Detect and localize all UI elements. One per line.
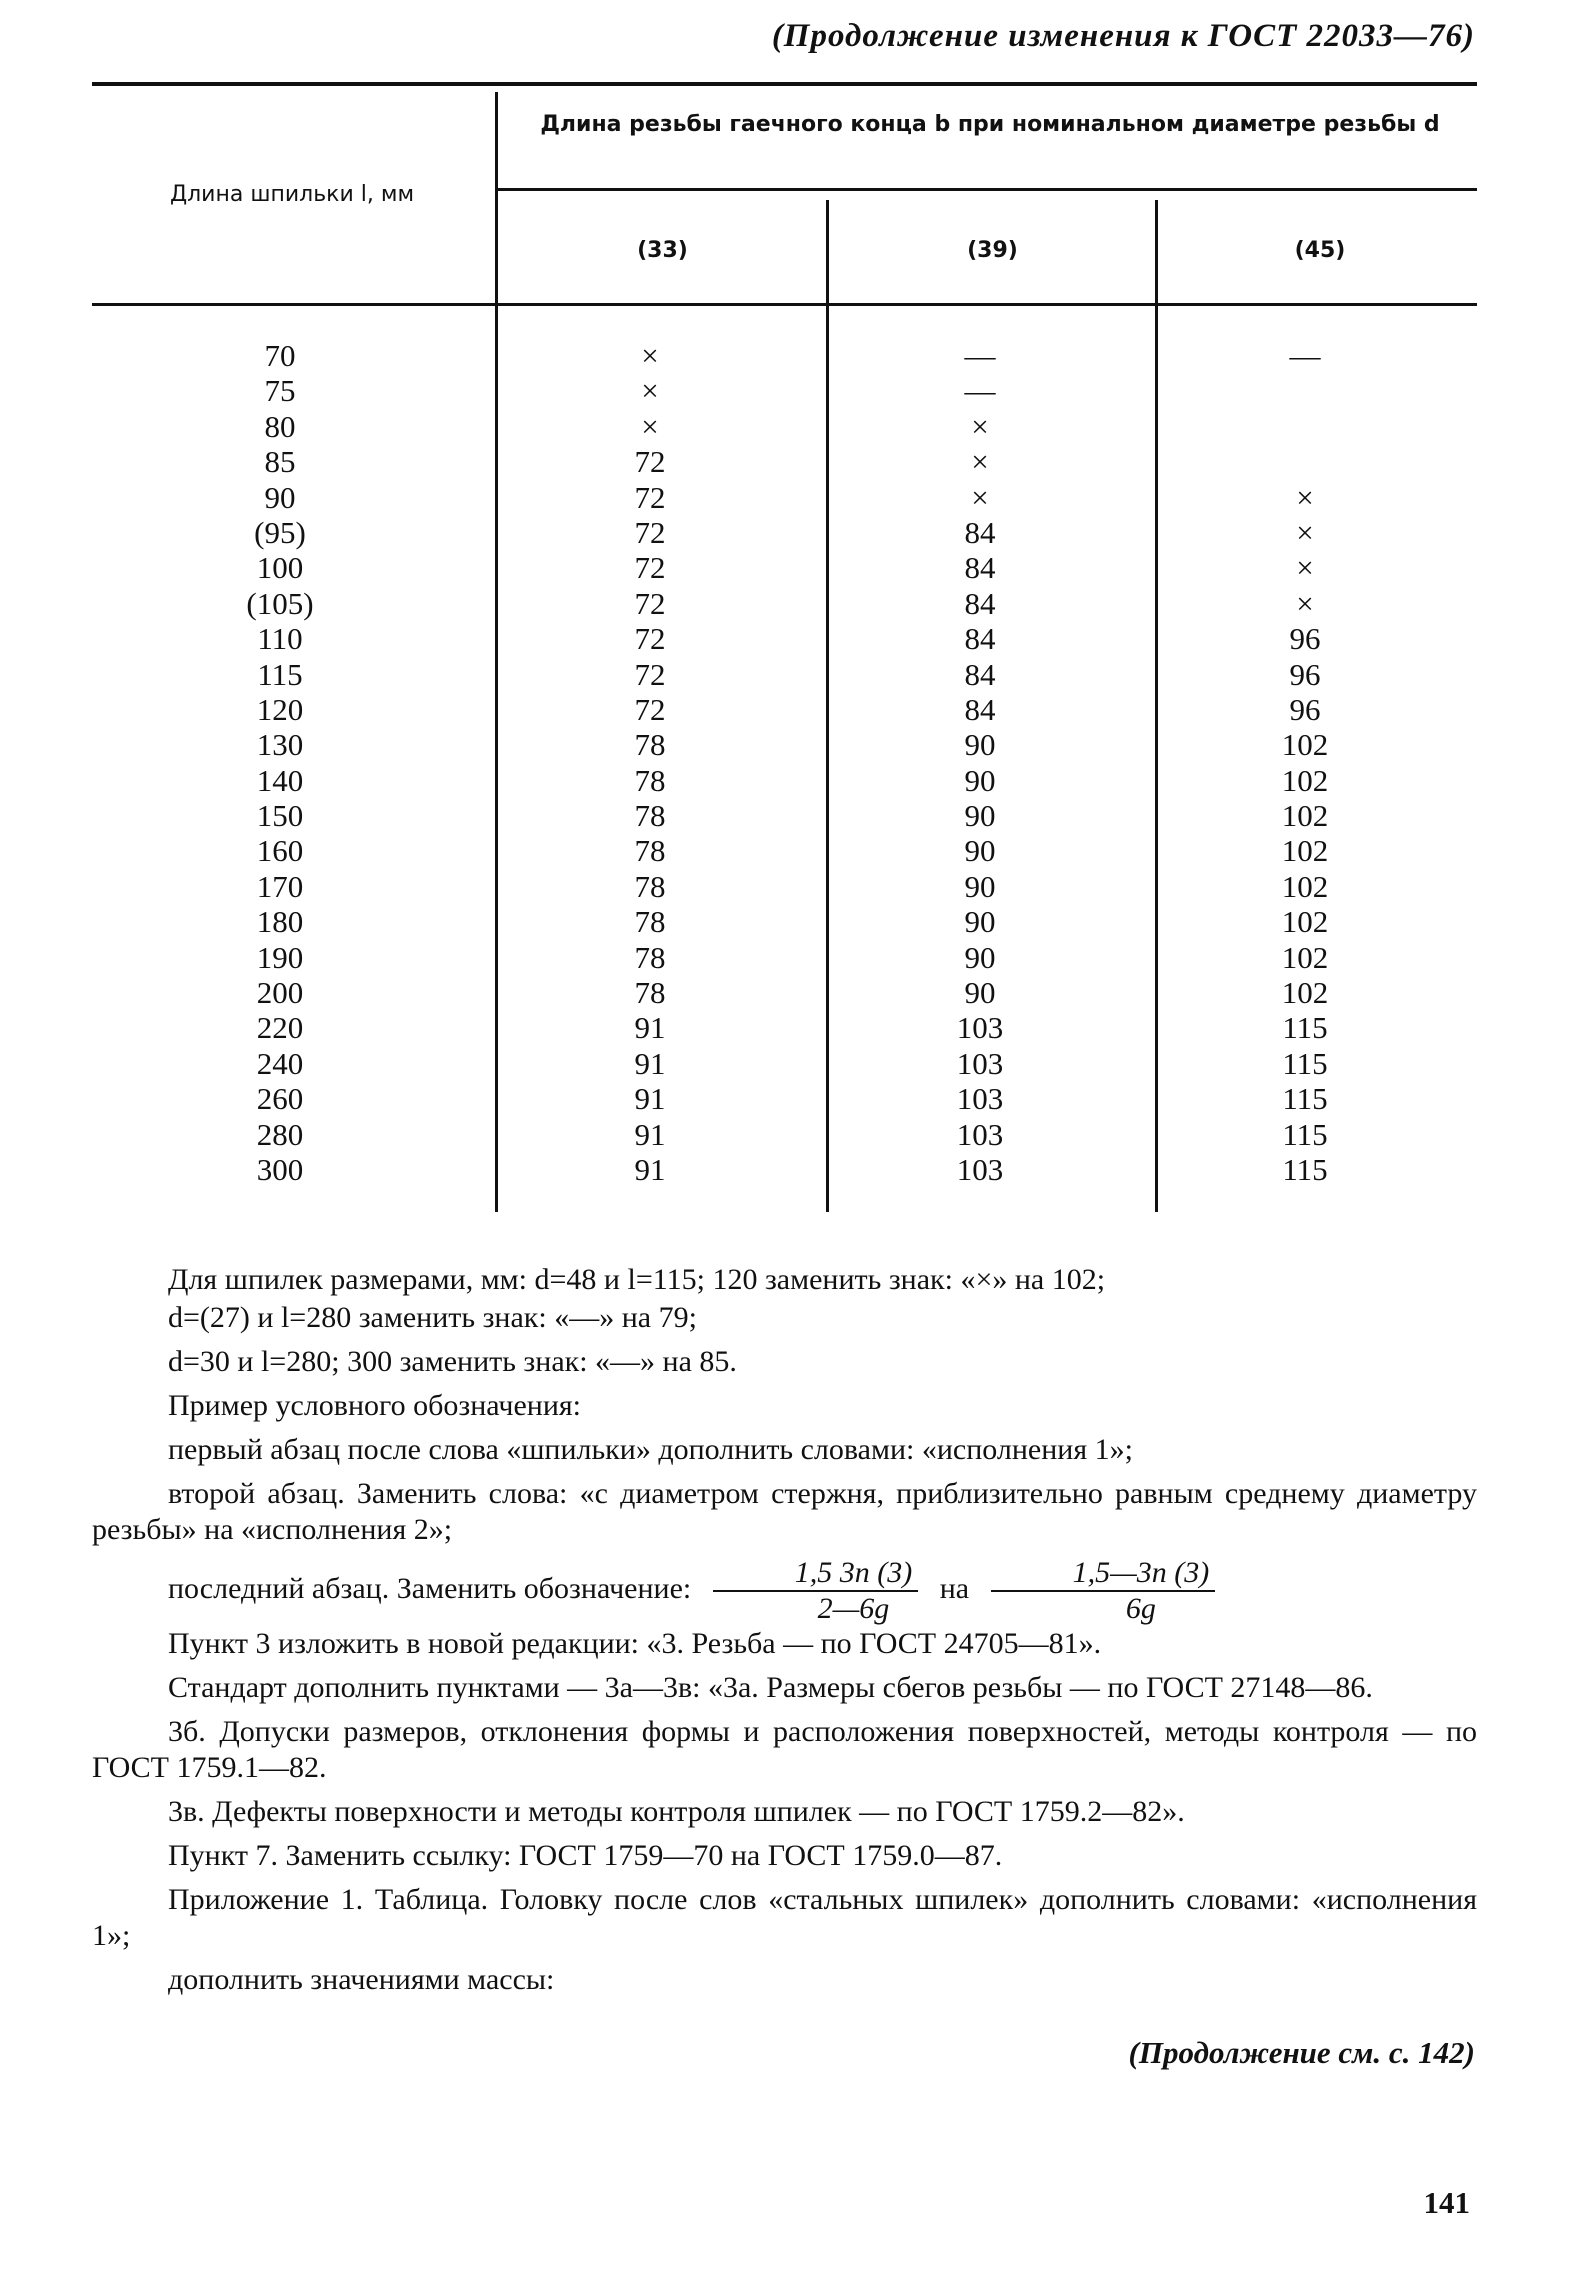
table-cell-39: 84 [964,585,996,621]
subheader-39: (39) [967,238,1018,263]
fraction-old [713,1556,918,1626]
table-cell-33: 78 [634,833,666,869]
table-cell-length: 260 [256,1081,304,1117]
header-bottom-rule [92,303,1477,306]
table-cell-length: (95) [254,514,306,550]
paragraph: d=(27) и l=280 заменить знак: «—» на 79; [168,1301,697,1334]
table-cell-33: 72 [634,479,666,515]
table-cell-39: × [971,408,989,444]
table-cell-39: 84 [964,550,996,586]
table-cell-45: — [1289,338,1321,373]
table-cell-39: — [964,373,996,409]
table-cell-45 [1215,373,1395,408]
table-cell-length: 115 [257,656,303,692]
table-cell-39: 90 [964,762,996,798]
table-cell-33: 72 [634,585,666,621]
table-cell-45: 115 [1282,1081,1328,1117]
table-cell-length: 300 [256,1151,304,1187]
table-cell-39: × [971,479,989,515]
group-header-rule [498,188,1477,191]
table-cell-33: 72 [634,550,666,586]
paragraph: дополнить значениями массы: [168,1963,555,1996]
column-39-values [890,338,1070,1187]
table-cell-33: 78 [634,727,666,763]
paragraph: Стандарт дополнить пунктами — 3а—3в: «3а. Размеры сбегов резьбы — по ГОСТ 27148—86. [168,1671,1373,1704]
document-body [92,1262,1477,2006]
table-cell-39: 90 [964,798,996,834]
table-cell-length: 75 [264,373,296,409]
continuation-note: (Продолжение см. с. 142) [1128,2035,1475,2070]
table-cell-33: × [641,338,659,373]
paragraph: Пункт 3 изложить в новой редакции: «3. Резьба — по ГОСТ 24705—81». [168,1627,1102,1660]
table-cell-length: 180 [256,904,304,940]
table-cell-length: 160 [256,833,304,869]
table-cell-33: 91 [634,1116,666,1152]
table-cell-33: 78 [634,975,666,1011]
table-cell-length: 80 [264,408,296,444]
column-length-values [180,338,380,1187]
table-cell-45: × [1296,514,1314,550]
table-cell-length: 170 [256,868,304,904]
paragraph: Для шпилек размерами, мм: d=48 и l=115; 120 заменить знак: «×» на 102; [168,1263,1106,1296]
table-cell-45: × [1296,550,1314,586]
table-cell-39: 84 [964,691,996,727]
table-cell-39: × [971,444,989,480]
page-header: (Продолжение изменения к ГОСТ 22033—76) [771,18,1475,54]
fraction-old-numerator: 1,5 3п (3) [713,1556,918,1592]
subheader-33: (33) [637,238,688,263]
table-cell-39: 90 [964,833,996,869]
table-cell-45: 102 [1281,975,1329,1011]
table-cell-33: 91 [634,1045,666,1081]
table-cell-45: 115 [1282,1116,1328,1152]
table-cell-length: 150 [256,798,304,834]
paragraph: 3б. Допуски размеров, отклонения формы и расположения поверхностей, методы контроля — по ГОСТ 1759.1—82. [92,1715,1477,1784]
table-cell-length: 240 [256,1045,304,1081]
table-top-rule [92,82,1477,86]
table-cell-45: × [1296,479,1314,515]
column-header-length: Длина шпильки l, мм [169,182,415,207]
paragraph: Пример условного обозначения: [168,1389,582,1422]
column-divider-3 [1155,200,1158,1212]
formula-connector: на [939,1571,970,1605]
table-cell-39: 90 [964,939,996,975]
table-cell-33: 78 [634,904,666,940]
column-divider-2 [826,200,829,1212]
table-cell-39: 103 [956,1081,1004,1117]
table-cell-39: 90 [964,868,996,904]
table-cell-33: 72 [634,691,666,727]
formula-paragraph [92,1556,1477,1626]
table-cell-45: 102 [1281,939,1329,975]
table-cell-39: 90 [964,727,996,763]
table-cell-39: 103 [956,1045,1004,1081]
table-cell-33: 72 [634,444,666,480]
paragraph: Пункт 7. Заменить ссылку: ГОСТ 1759—70 на ГОСТ 1759.0—87. [168,1839,1003,1872]
table-cell-45: 115 [1282,1010,1328,1046]
fraction-new-numerator: 1,5—3п (3) [991,1556,1216,1592]
table-cell-length: 190 [256,939,304,975]
table-cell-33: 78 [634,798,666,834]
table-cell-length: 85 [264,444,296,480]
table-cell-length: 220 [256,1010,304,1046]
table-cell-39: — [964,338,996,373]
table-cell-length: 130 [256,727,304,763]
fraction-old-denominator: 2—6g [817,1592,890,1625]
table-cell-length: 200 [256,975,304,1011]
table-cell-length: 280 [256,1116,304,1152]
column-group-header: Длина резьбы гаечного конца b при номинальном диаметре резьбы d [540,112,1440,137]
table-cell-45: 115 [1282,1151,1328,1187]
table-cell-33: 91 [634,1151,666,1187]
table-cell-39: 90 [964,904,996,940]
column-33-values [560,338,740,1187]
table-cell-33: 91 [634,1081,666,1117]
table-cell-length: 70 [264,338,296,373]
table-cell-length: (105) [246,585,314,621]
table-cell-length: 90 [264,479,296,515]
table-cell-33: 72 [634,656,666,692]
formula-lead-text: последний абзац. Заменить обозначение: [168,1571,692,1605]
table-cell-39: 103 [956,1116,1004,1152]
table-cell-length: 120 [256,691,304,727]
table-cell-45: × [1296,585,1314,621]
table-cell-45: 102 [1281,868,1329,904]
table-cell-39: 90 [964,975,996,1011]
table-cell-45: 96 [1289,621,1321,657]
table-cell-33: 78 [634,762,666,798]
table-cell-45: 96 [1289,691,1321,727]
table-cell-39: 84 [964,514,996,550]
column-45-values [1215,338,1395,1187]
table-cell-45 [1215,409,1395,444]
table-cell-33: 78 [634,939,666,975]
table-cell-33: 72 [634,621,666,657]
table-cell-39: 103 [956,1010,1004,1046]
table-cell-39: 84 [964,656,996,692]
table-cell-45: 96 [1289,656,1321,692]
table-cell-length: 100 [256,550,304,586]
table-cell-33: 72 [634,514,666,550]
table-cell-45: 115 [1282,1045,1328,1081]
table-cell-length: 110 [257,621,303,657]
page-number: 141 [1423,2185,1470,2220]
column-divider-1 [495,92,498,1212]
table-cell-45: 102 [1281,798,1329,834]
paragraph: Приложение 1. Таблица. Головку после слов «стальных шпилек» дополнить словами: «исполнения 1»; [92,1883,1477,1952]
table-cell-45: 102 [1281,904,1329,940]
table-cell-45: 102 [1281,833,1329,869]
table-cell-33: × [641,373,659,409]
paragraph: d=30 и l=280; 300 заменить знак: «—» на 85. [168,1345,737,1378]
subheader-45: (45) [1294,238,1346,263]
table-cell-33: 91 [634,1010,666,1046]
table-cell-length: 140 [256,762,304,798]
table-cell-39: 84 [964,621,996,657]
fraction-new-denominator: 6g [1125,1592,1156,1625]
table-cell-33: 78 [634,868,666,904]
paragraph: 3в. Дефекты поверхности и методы контроля шпилек — по ГОСТ 1759.2—82». [168,1795,1185,1828]
table-cell-39: 103 [956,1151,1004,1187]
fraction-new [991,1556,1216,1626]
paragraph: второй абзац. Заменить слова: «с диаметром стержня, приблизительно равным среднему диаметру резьбы» на «исполнения 2»; [92,1477,1477,1546]
table-cell-33: × [641,408,659,444]
table-cell-45 [1215,444,1395,479]
paragraph: первый абзац после слова «шпильки» дополнить словами: «исполнения 1»; [168,1433,1133,1466]
table-cell-45: 102 [1281,762,1329,798]
table-cell-45: 102 [1281,727,1329,763]
